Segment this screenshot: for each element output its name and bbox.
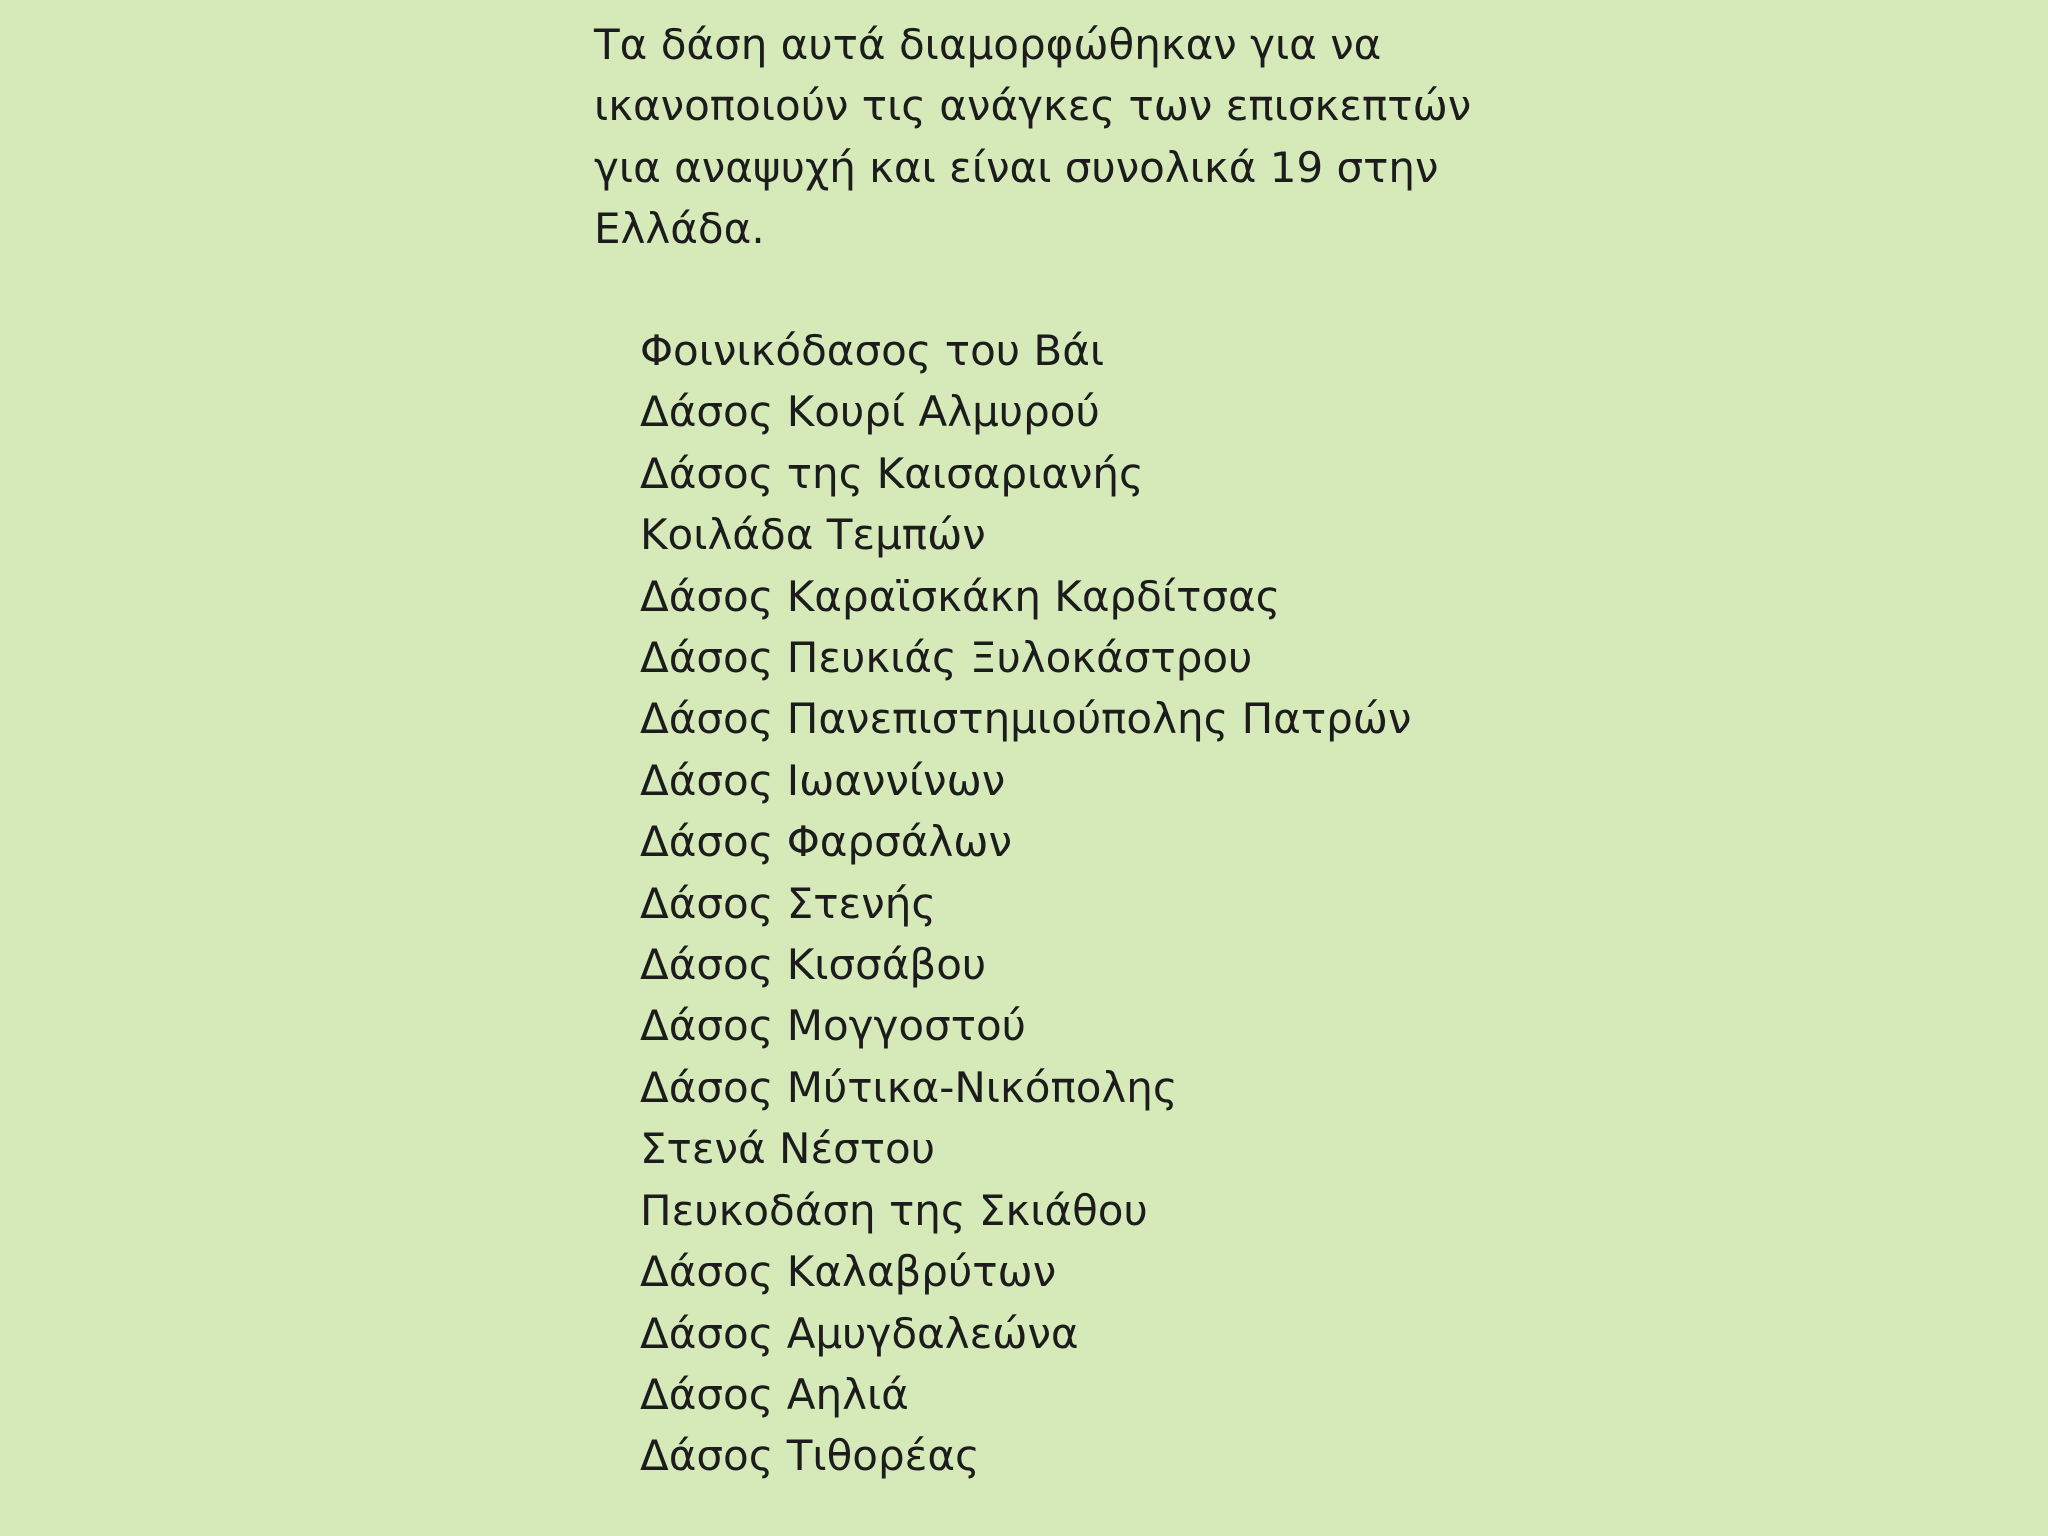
forest-item: Δάσος Καλαβρύτων [640,1247,1057,1297]
forest-item: Δάσος Φαρσάλων [640,817,1012,867]
forest-item: Κοιλάδα Τεμπών [640,510,986,560]
intro-line: Ελλάδα. [594,204,765,254]
forest-item: Δάσος Κουρί Αλμυρού [640,387,1100,437]
forest-item: Δάσος Μύτικα-Νικόπολης [640,1062,1178,1112]
forest-item: Δάσος Πευκιάς Ξυλοκάστρου [640,633,1253,683]
intro-line: Τα δάση αυτά διαμορφώθηκαν για να [594,20,1382,69]
forest-item: Δάσος Τιθορέας [640,1431,980,1481]
forest-item: Δάσος Αμυγδαλεώνα [640,1308,1079,1358]
intro-line: για αναψυχή και είναι συνολικά 19 στην [594,142,1439,192]
forest-item: Πευκοδάση της Σκιάθου [640,1185,1148,1235]
forest-item: Δάσος της Καισαριανής [640,448,1144,498]
intro-paragraph [594,14,1594,260]
forest-item: Δάσος Αηλιά [640,1369,909,1419]
forest-item: Δάσος Πανεπιστημιούπολης Πατρών [640,694,1412,744]
forest-item: Δάσος Μογγοστού [640,1001,1026,1051]
forest-item: Δάσος Ιωαννίνων [640,755,1006,805]
forest-item: Δάσος Καραϊσκάκη Καρδίτσας [640,571,1281,621]
forest-list [640,320,1411,1487]
intro-line: ικανοποιούν τις ανάγκες των επισκεπτών [594,81,1472,131]
forest-item: Στενά Νέστου [640,1124,936,1174]
forest-item: Δάσος Στενής [640,878,936,928]
forest-item: Δάσος Κισσάβου [640,940,987,990]
forest-item: Φοινικόδασος του Βάι [640,326,1105,375]
